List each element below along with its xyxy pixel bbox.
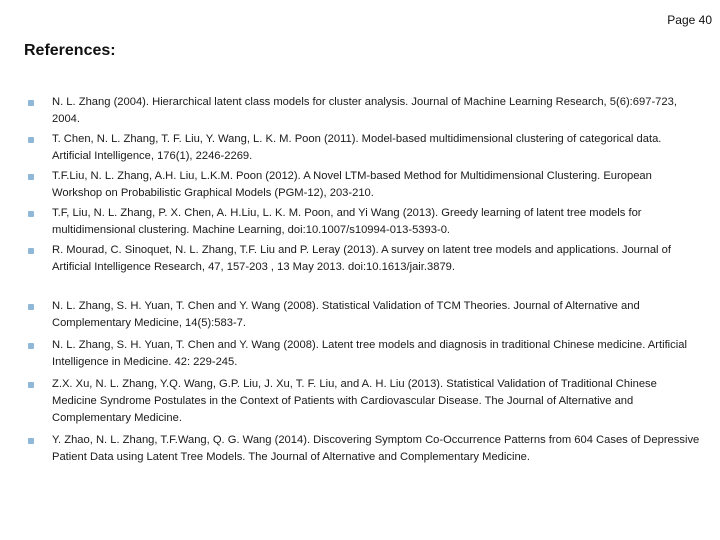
bullet-icon (28, 137, 34, 143)
reference-item (28, 432, 700, 466)
reference-text: Z.X. Xu, N. L. Zhang, Y.Q. Wang, G.P. Liu, J. Xu, T. F. Liu, and A. H. Liu (2013). Statistical Validation of Traditional Chinese Medicine Syndrome Postulates in the Context of Patients with Cardiovascular Disease. The Journal of Alternative and Complementary Medicine. (52, 378, 657, 424)
reference-text: T.F.Liu, N. L. Zhang, A.H. Liu, L.K.M. Poon (2012). A Novel LTM-based Method for Multidimensional Clustering. European Workshop on Probabilistic Graphical Models (PGM-12), 203-210. (52, 170, 652, 199)
bullet-icon (28, 382, 34, 388)
reference-text: R. Mourad, C. Sinoquet, N. L. Zhang, T.F. Liu and P. Leray (2013). A survey on latent tree models and applications. Journal of Artificial Intelligence Research, 47, 157-203 , 13 May 2013. doi:10.1613/jair.3879. (52, 244, 671, 273)
page-title: References: (24, 42, 116, 59)
reference-list (28, 94, 700, 466)
bullet-icon (28, 174, 34, 180)
bullet-icon (28, 304, 34, 310)
page-number: Page 40 (667, 13, 712, 27)
bullet-icon (28, 248, 34, 254)
bullet-icon (28, 211, 34, 217)
reference-item (28, 298, 700, 332)
reference-text: Y. Zhao, N. L. Zhang, T.F.Wang, Q. G. Wang (2014). Discovering Symptom Co-Occurrence Patterns from 604 Cases of Depressive Patient Data using Latent Tree Models. The Journal of Alternative and Complementary Medicine. (52, 434, 700, 463)
reference-item (28, 242, 700, 276)
reference-item (28, 168, 700, 202)
bullet-icon (28, 100, 34, 106)
reference-text: N. L. Zhang (2004). Hierarchical latent class models for cluster analysis. Journal of Machine Learning Research, 5(6):697-723, 2004. (52, 96, 677, 125)
bullet-icon (28, 343, 34, 349)
reference-item (28, 131, 700, 165)
reference-text: N. L. Zhang, S. H. Yuan, T. Chen and Y. Wang (2008). Latent tree models and diagnosis in traditional Chinese medicine. Artificial Intelligence in Medicine. 42: 229-245. (52, 339, 687, 368)
reference-text: N. L. Zhang, S. H. Yuan, T. Chen and Y. Wang (2008). Statistical Validation of TCM Theories. Journal of Alternative and Complementary Medicine, 14(5):583-7. (52, 300, 640, 329)
reference-item (28, 94, 700, 128)
reference-text: T. Chen, N. L. Zhang, T. F. Liu, Y. Wang, L. K. M. Poon (2011). Model-based multidimensional clustering of categorical data. Artificial Intelligence, 176(1), 2246-2269. (52, 133, 662, 162)
reference-text: T.F, Liu, N. L. Zhang, P. X. Chen, A. H.Liu, L. K. M. Poon, and Yi Wang (2013). Greedy learning of latent tree models for multidimensional clustering. Machine Learning, doi:10.1007/s10994-013-5393-0. (52, 207, 642, 236)
reference-item (28, 205, 700, 239)
bullet-icon (28, 438, 34, 444)
reference-item (28, 376, 700, 427)
reference-item (28, 337, 700, 371)
